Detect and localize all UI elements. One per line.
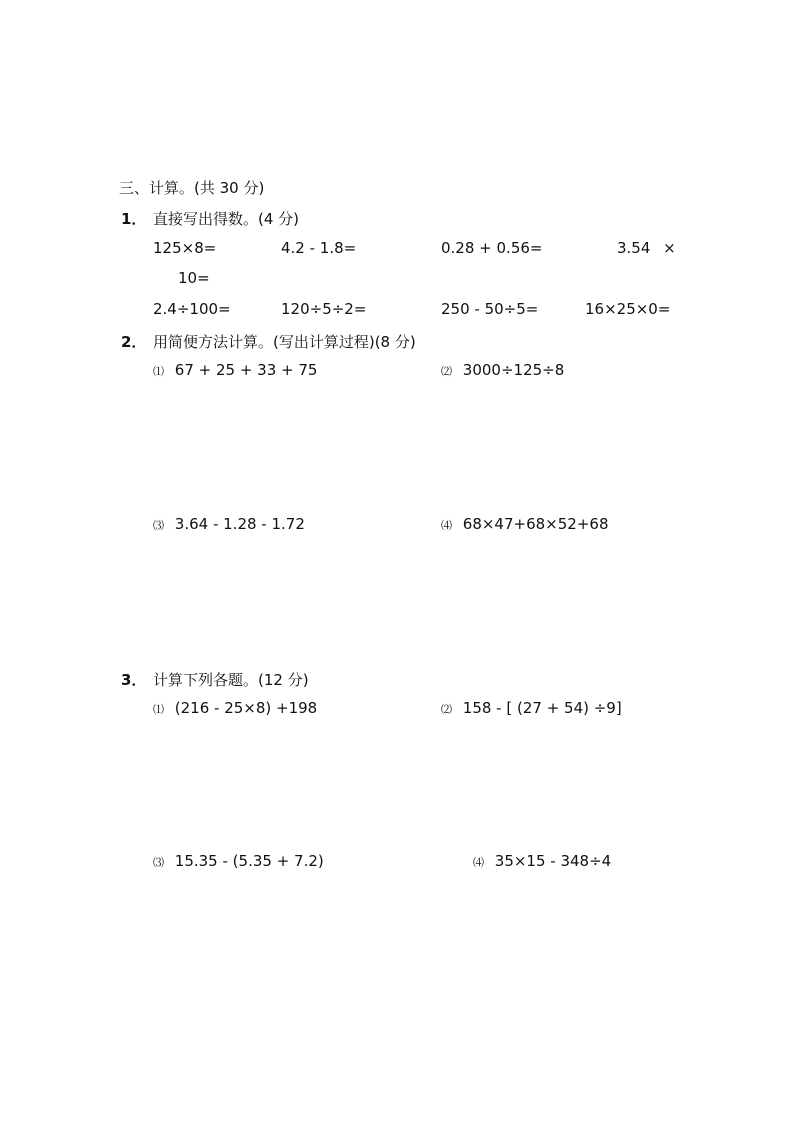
item-label: ⑴ [153,365,164,378]
item-expression: 67 + 25 + 33 + 75 [174,361,318,379]
q1-title: 直接写出得数。(4 分) [153,210,300,228]
item-label: ⑶ [153,856,164,869]
q1-item: 3.54 × [617,239,676,257]
q2-item [441,515,609,533]
item-label: ⑴ [153,703,164,716]
item-label: ⑷ [473,856,484,869]
item-expression: 3.64 - 1.28 - 1.72 [174,515,305,533]
item-expression: 68×47+68×52+68 [462,515,609,533]
q1-item: 120÷5÷2= [281,300,367,318]
q1-item: 16×25×0= [585,300,671,318]
item-label: ⑵ [441,365,452,378]
item-expression: (216 - 25×8) +198 [174,699,318,717]
q1-item: 250 - 50÷5= [441,300,539,318]
item-expression: 15.35 - (5.35 + 7.2) [174,852,324,870]
q3-item [153,699,317,717]
item-label: ⑵ [441,703,452,716]
q1-item: 0.28 + 0.56= [441,239,543,257]
q3-title: 计算下列各题。(12 分) [153,671,309,689]
q3-item [441,699,622,717]
item-label: ⑷ [441,519,452,532]
q2-item [153,361,317,379]
q1-item: 4.2 - 1.8= [281,239,357,257]
item-label: ⑶ [153,519,164,532]
q1-item: 10= [178,269,210,287]
q3-number: 3． [121,671,147,689]
q1-item: 125×8= [153,239,217,257]
item-expression: 35×15 - 348÷4 [494,852,612,870]
q1-item: 2.4÷100= [153,300,231,318]
q2-item [441,361,564,379]
q2-number: 2． [121,333,147,351]
q2-title: 用简便方法计算。(写出计算过程)(8 分) [153,333,416,351]
section-title: 三、计算。(共 30 分) [119,179,265,197]
q3-item [153,852,324,870]
item-expression: 3000÷125÷8 [462,361,565,379]
item-expression: 158 - [ (27 + 54) ÷9] [462,699,622,717]
q3-item [473,852,611,870]
q2-item [153,515,305,533]
q1-number: 1． [121,210,147,228]
